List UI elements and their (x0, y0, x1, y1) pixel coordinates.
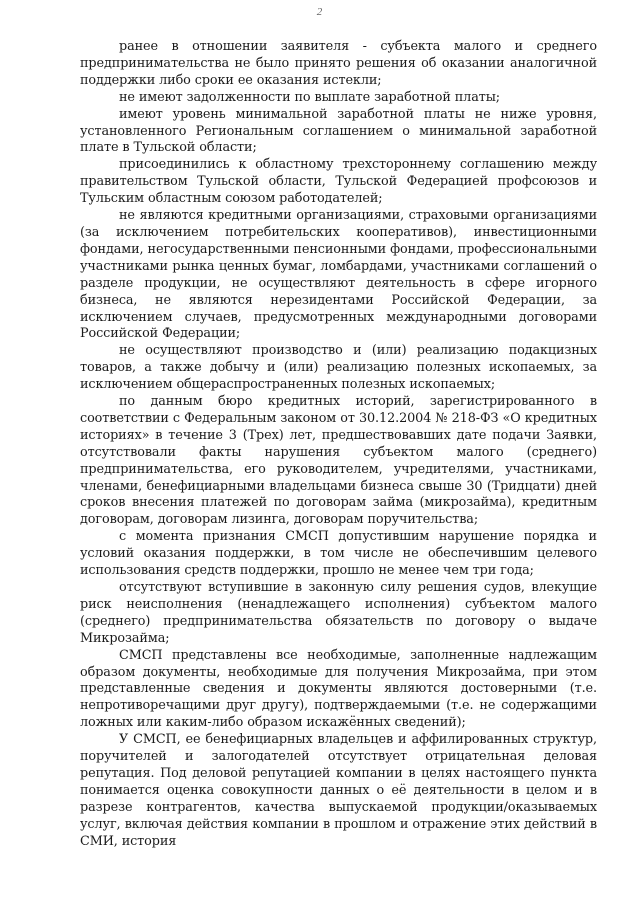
paragraph-not-financial-org: не являются кредитными организациями, страховыми организациями (за исключением потребительских кооперативов), инвестиционными фондами, негосударственными пенсионными фондами, профессиональными участниками рынка ценных бумаг, ломбардами, участниками соглашений о разделе продукции, не осуществляют деятельность в сфере игорного бизнеса, не являются нерезидентами Российской Федерации, за исключением случаев, предусмотренных международными договорами Российской Федерации; (80, 208, 597, 342)
paragraph-tripartite-agreement: присоединились к областному трехстороннему соглашению между правительством Тульской области, Тульской Федерацией профсоюзов и Тульским областным союзом работодателей; (80, 157, 597, 207)
document-body (80, 39, 597, 851)
paragraph-prior-support: ранее в отношении заявителя - субъекта малого и среднего предпринимательства не было принято решения об оказании аналогичной поддержки либо сроки ее оказания истекли; (80, 39, 597, 88)
paragraph-court-decisions: отсутствуют вступившие в законную силу решения судов, влекущие риск неисполнения (ненадлежащего исполнения) субъектом малого (среднего) предпринимательства обязательств по договору о выдаче Микрозайма; (80, 580, 597, 646)
page-number: 2 (316, 6, 323, 18)
paragraph-no-wage-arrears: не имеют задолженности по выплате заработной платы; (119, 89, 501, 105)
paragraph-minimum-wage: имеют уровень минимальной заработной платы не ниже уровня, установленного Региональным соглашением о минимальной заработной плате в Тульской области; (80, 106, 597, 156)
paragraph-business-reputation: У СМСП, ее бенефициарных владельцев и аффилированных структур, поручителей и залогодателей отсутствует отрицательная деловая репутация. Под деловой репутацией компании в целях настоящего пункта понимается оценка совокупности данных о её деятельности в целом и в разрезе контрагентов, качества выпускаемой продукции/оказываемых услуг, включая действия компании в прошлом и отражение этих действий в СМИ, история (80, 732, 597, 849)
paragraph-support-violation: с момента признания СМСП допустившим нарушение порядка и условий оказания поддержки, в том числе не обеспечившим целевого использования средств поддержки, прошло не менее чем три года; (80, 529, 597, 579)
paragraph-documents: СМСП представлены все необходимые, заполненные надлежащим образом документы, необходимые для получения Микрозайма, при этом представленные сведения и документы являются достоверными (т.е. непротиворечащими друг другу), подтверждаемыми (т.е. не содержащими ложных или каким-либо образом искажённых сведений); (80, 647, 597, 731)
paragraph-credit-history: по данным бюро кредитных историй, зарегистрированного в соответствии с Федеральным законом от 30.12.2004 № 218-ФЗ «О кредитных историях» в течение 3 (Трех) лет, предшествовавших дате подачи Заявки, отсутствовали факты нарушения субъектом малого (среднего) предпринимательства, его руководителем, учредителями, участниками, членами, бенефициарными владельцами бизнеса свыше 30 (Тридцати) дней сроков внесения платежей по договорам займа (микрозайма), кредитным договорам, договорам лизинга, договорам поручительства; (80, 394, 597, 528)
paragraph-excise-goods: не осуществляют производство и (или) реализацию подакцизных товаров, а также добычу и (или) реализацию полезных ископаемых, за исключением общераспространенных полезных ископаемых; (80, 343, 597, 393)
